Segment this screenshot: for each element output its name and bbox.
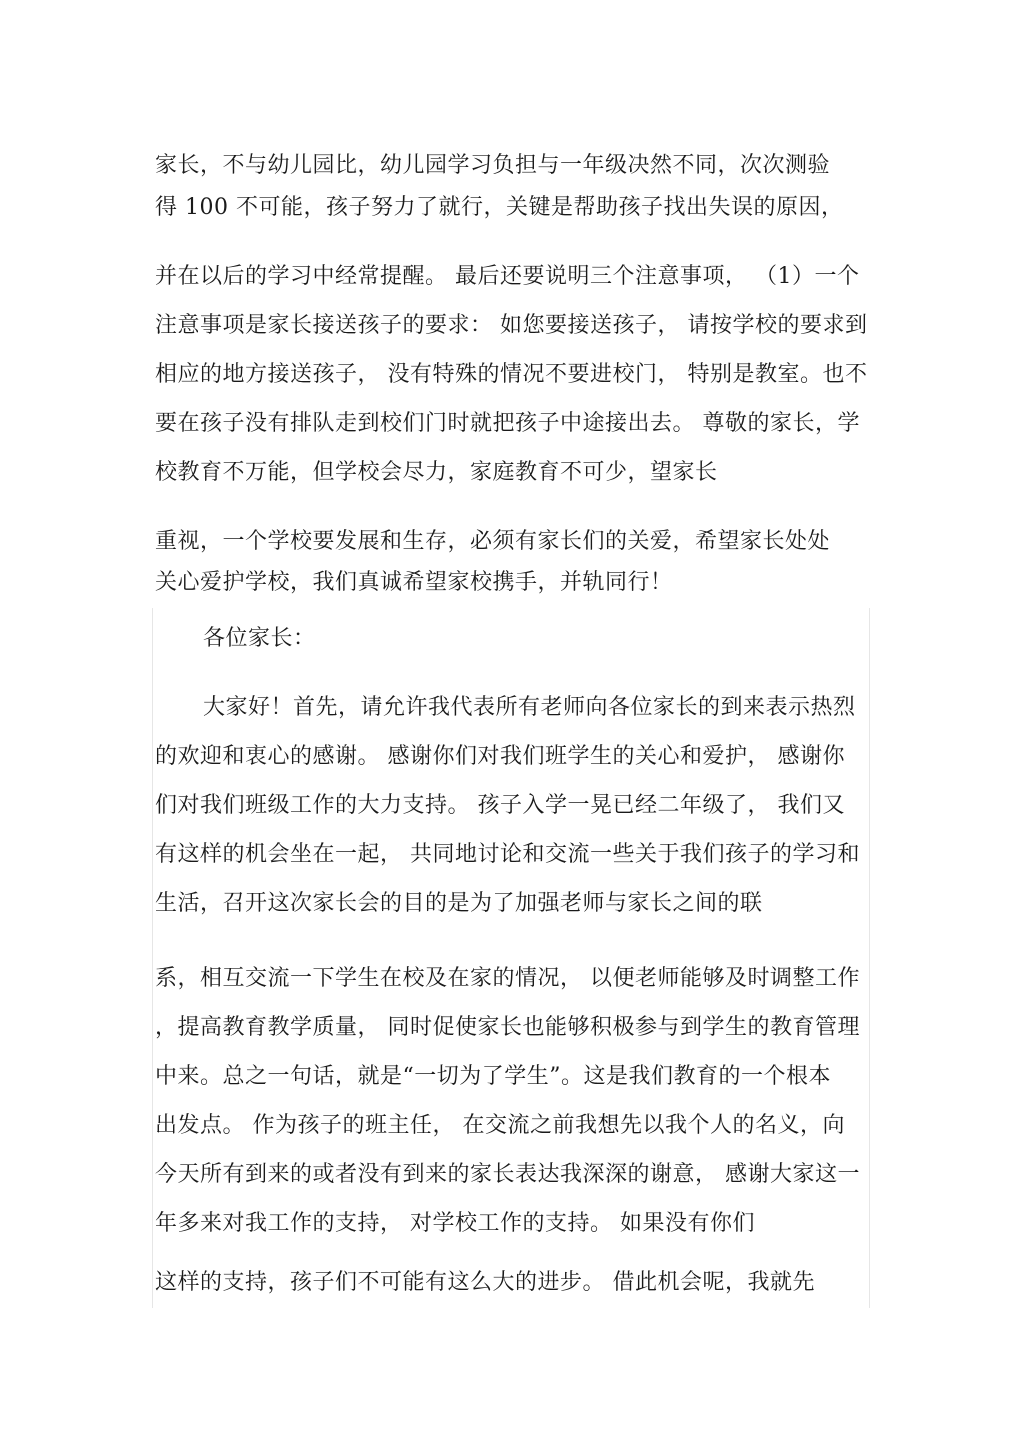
text-line: 今天所有到来的或者没有到来的家长表达我深深的谢意， 感谢大家这一 (155, 1162, 860, 1187)
text-line: 们对我们班级工作的大力支持。 孩子入学一晃已经二年级了， 我们又 (155, 793, 845, 818)
text-line: 中来。总之一句话，就是“一切为了学生”。这是我们教育的一个根本 (155, 1064, 831, 1089)
text-line: 这样的支持，孩子们不可能有这么大的进步。 借此机会呢，我就先 (155, 1270, 815, 1295)
text-line: 家长，不与幼儿园比，幼儿园学习负担与一年级决然不同，次次测验 (155, 153, 831, 178)
text-line: 生活，召开这次家长会的目的是为了加强老师与家长之间的联 (155, 891, 763, 916)
text-line: 大家好！首先，请允许我代表所有老师向各位家长的到来表示热烈 (203, 695, 856, 720)
text-line: 注意事项是家长接送孩子的要求： 如您要接送孩子， 请按学校的要求到 (155, 313, 868, 338)
right-border-line (869, 608, 870, 1308)
text-line: 并在以后的学习中经常提醒。 最后还要说明三个注意事项， （1）一个 (155, 264, 860, 289)
text-line: 关心爱护学校，我们真诚希望家校携手，并轨同行！ (155, 570, 673, 595)
left-border-line (152, 608, 153, 1308)
salutation: 各位家长： (203, 626, 316, 651)
text-line: 要在孩子没有排队走到校们门时就把孩子中途接出去。 尊敬的家长，学 (155, 411, 860, 436)
text-line: 得 100 不可能，孩子努力了就行，关键是帮助孩子找出失误的原因， (155, 195, 844, 220)
text-line: 的欢迎和衷心的感谢。 感谢你们对我们班学生的关心和爱护， 感谢你 (155, 744, 845, 769)
text-line: 重视，一个学校要发展和生存，必须有家长们的关爱，希望家长处处 (155, 529, 831, 554)
text-line: 有这样的机会坐在一起， 共同地讨论和交流一些关于我们孩子的学习和 (155, 842, 860, 867)
text-line: 系，相互交流一下学生在校及在家的情况， 以便老师能够及时调整工作 (155, 966, 860, 991)
text-line: 相应的地方接送孩子， 没有特殊的情况不要进校门， 特别是教室。也不 (155, 362, 868, 387)
text-line: 出发点。 作为孩子的班主任， 在交流之前我想先以我个人的名义，向 (155, 1113, 845, 1138)
text-line: 年多来对我工作的支持， 对学校工作的支持。 如果没有你们 (155, 1211, 755, 1236)
text-line: ，提高教育教学质量， 同时促使家长也能够积极参与到学生的教育管理 (155, 1015, 860, 1040)
text-line: 校教育不万能，但学校会尽力，家庭教育不可少，望家长 (155, 460, 718, 485)
